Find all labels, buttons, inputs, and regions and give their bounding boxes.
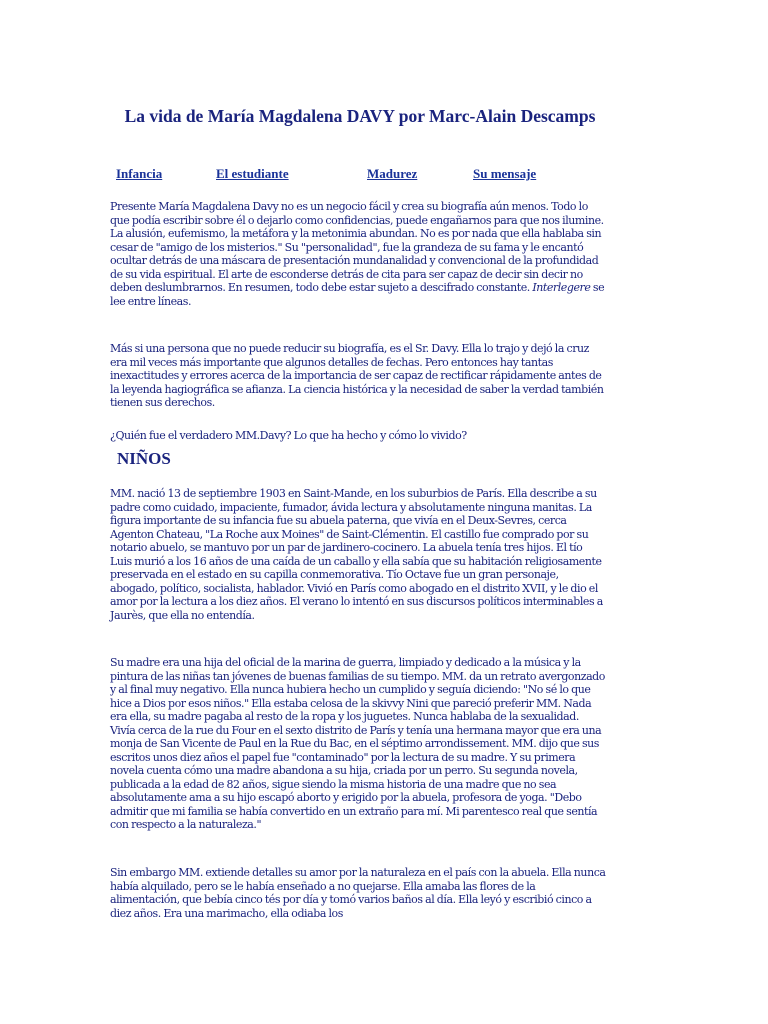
intro-paragraph-2: Más si una persona que no puede reducir su biografía, es el Sr. Davy. Ella lo trajo y dejó la cruz era mil veces más importante que algunos detalles de fechas. Pero entonces hay tantas inexactitudes y errores acerca de la importancia de ser capaz de rectificar rápidamente antes de la leyenda hagiográfica se afianza. La ciencia histórica y la necesidad de saber la verdad también tienen sus derechos. <box>110 342 604 409</box>
interlegere-word: Interlegere <box>532 281 591 294</box>
intro-question: ¿Quién fue el verdadero MM.Davy? Lo que ha hecho y cómo lo vivido? <box>110 429 467 442</box>
section-nav <box>110 166 610 184</box>
childhood-paragraph-1: MM. nació 13 de septiembre 1903 en Saint-Mande, en los suburbios de París. Ella describe a su padre como cuidado, impaciente, fumador, ávida lectura y absolutamente ninguna manitas. La figura importante de su infancia fue su abuela paterna, que vivía en el Deux-Sevres, cerca Agenton Chateau, "La Roche aux Moines" de Saint-Clémentin. El castillo fue comprado por su notario abuelo, se mantuvo por un par de jardinero-cocinero. La abuela tenía tres hijos. El tío Luis murió a los 16 años de una caída de un caballo y ella sabía que su habitación religiosamente preservada en el estado en su capilla conmemorativa. Tío Octave fue un gran personaje, abogado, político, socialista, hablador. Vivió en París como abogado en el distrito XVII, y le dio el amor por la lectura a los diez años. El verano lo intentó en sus discursos políticos interminables a Jaurès, que ella no entendía. <box>110 487 603 622</box>
intro-paragraph-1-text: Presente María Magdalena Davy no es un negocio fácil y crea su biografía aún menos. Todo lo que podía escribir sobre él o dejarlo como confidencias, puede engañarnos para que nos ilumine. La alusión, eufemismo, la metáfora y la metonimia abundan. No es por nada que ella hablaba sin cesar de "amigo de los misterios." Su "personalidad", fue la grandeza de su fama y le encantó ocultar detrás de una máscara de presentación mundanalidad y convencional de la profundidad de su vida espiritual. El arte de esconderse detrás de cita para ser capaz de decir sin decir no deben deslumbrarnos. En resumen, todo debe estar sujeto a descifrado constante. <box>110 200 604 294</box>
nav-link-madurez[interactable]: Madurez <box>367 166 418 181</box>
nav-link-su-mensaje[interactable]: Su mensaje <box>473 166 537 181</box>
nav-link-infancia[interactable]: Infancia <box>116 166 163 181</box>
section-heading-ninos: NIÑOS <box>117 449 171 468</box>
intro-paragraph-1 <box>110 200 606 308</box>
document-title: La vida de María Magdalena DAVY por Marc-Alain Descamps <box>124 106 596 126</box>
intro-paragraph-1-end: se lee entre líneas. <box>110 281 605 308</box>
childhood-paragraph-3: Sin embargo MM. extiende detalles su amor por la naturaleza en el país con la abuela. Ella nunca había alquilado, pero se le había enseñado a no quejarse. Ella amaba las flores de la alimentación, que bebía cinco tés por día y tomó varios baños al día. Ella leyó y escribió cinco a diez años. Era una marimacho, ella odiaba los <box>110 866 606 920</box>
childhood-paragraph-2: Su madre era una hija del oficial de la marina de guerra, limpiado y dedicado a la música y la pintura de las niñas tan jóvenes de buenas familias de su tiempo. MM. da un retrato avergonzado y al final muy negativo. Ella nunca hubiera hecho un cumplido y seguía diciendo: "No sé lo que hice a Dios por esos niños." Ella estaba celosa de la skivvy Nini que pareció preferir MM. Nada era ella, su madre pagaba al resto de la ropa y los juguetes. Nunca hablaba de la sexualidad. Vivía cerca de la rue du Four en el sexto distrito de París y tenía una hermana mayor que era una monja de San Vicente de Paul en la Rue du Bac, en el séptimo arrondissement. MM. dijo que sus escritos unos diez años el papel fue "contaminado" por la lectura de su madre. Y su primera novela cuenta cómo una madre abandona a su hija, criada por un perro. Su segunda novela, publicada a la edad de 82 años, sigue siendo la misma historia de una madre que no sea absolutamente ama a su hijo escapó aborto y erigido por la abuela, profesora de yoga. "Debo admitir que mi familia se había convertido en un extraño para mí. Mi parentesco real que sentía con respecto a la naturaleza." <box>110 656 605 831</box>
nav-link-el-estudiante[interactable]: El estudiante <box>216 166 289 181</box>
